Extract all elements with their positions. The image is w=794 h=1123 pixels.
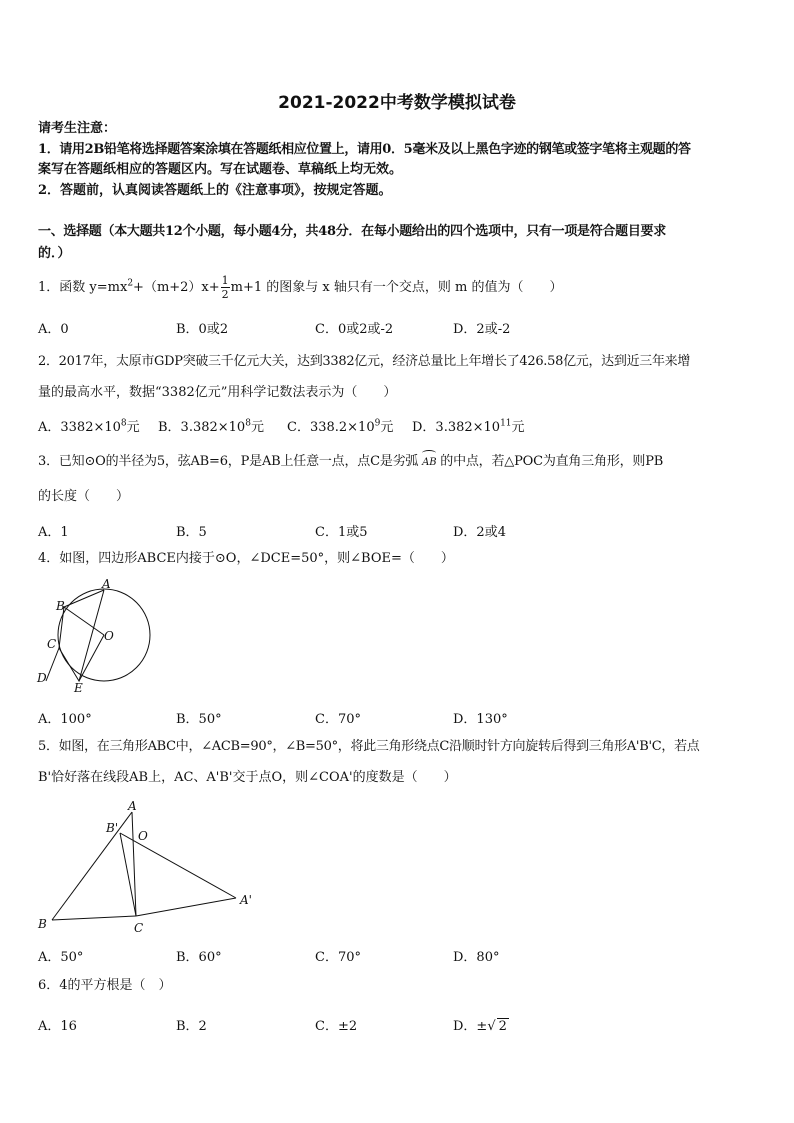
- q4-segment-oe: [79, 635, 104, 681]
- q3-text-pre: 3．已知⊙O的半径为5，弦AB=6，P是AB上任意一点，点C是劣弧: [38, 454, 419, 469]
- q6-text: 6．4的平方根是（ ）: [38, 978, 172, 993]
- q6-option-d[interactable]: [453, 1015, 509, 1034]
- q4-text: 4．如图，四边形ABCE内接于⊙O，∠DCE=50°，则∠BOE=（ ）: [38, 551, 454, 566]
- q2-option-a-exp: 8: [120, 418, 127, 429]
- q2-option-a-base: A．3382×10: [38, 420, 121, 435]
- q1-fraction: [221, 274, 230, 301]
- question-1: [38, 274, 562, 301]
- q3-line-1: [38, 452, 663, 473]
- q6-option-d-prefix: D．±: [453, 1019, 488, 1034]
- q4-option-d[interactable]: D．130°: [453, 712, 508, 727]
- notice-heading: 请考生注意：: [38, 121, 117, 136]
- q2-option-b[interactable]: [158, 416, 264, 435]
- q6-option-c[interactable]: C．±2: [315, 1019, 358, 1034]
- q5-label-c: C: [134, 921, 144, 935]
- q6-option-d-radicand: 2: [498, 1019, 507, 1034]
- q1-fraction-den: 2: [221, 288, 229, 301]
- q4-label-a: A: [102, 578, 111, 591]
- q4-segment-cd: [46, 648, 59, 681]
- notice-line-3: 2．答题前，认真阅读答题纸上的《注意事项》，按规定答题。: [38, 183, 392, 198]
- q5-option-d[interactable]: D．80°: [453, 950, 500, 965]
- q5-option-b[interactable]: B．60°: [176, 950, 222, 965]
- q5-figure: [34, 798, 264, 936]
- q4-option-a[interactable]: A．100°: [38, 712, 92, 727]
- section-heading-line-1: 一、选择题（本大题共12个小题，每小题4分，共48分．在每小题给出的四个选项中，只有一项是符合题目要求: [38, 224, 666, 239]
- q4-figure: [34, 578, 160, 698]
- q2-option-d-base: D．3.382×10: [412, 420, 501, 435]
- q2-option-a[interactable]: [38, 416, 140, 435]
- q4-label-o: O: [104, 629, 114, 643]
- q4-option-b[interactable]: B．50°: [176, 712, 222, 727]
- q5-label-b-prime: B': [106, 821, 119, 835]
- q2-option-b-unit: 元: [250, 420, 264, 435]
- q2-option-d-exp: 11: [500, 418, 512, 429]
- section-heading-line-2: 的．）: [38, 246, 71, 261]
- q1-text-mid: +（m+2）x+: [133, 280, 220, 295]
- q2-line-2: 量的最高水平，数据“3382亿元”用科学记数法表示为（ ）: [38, 385, 397, 400]
- q5-label-a: A: [128, 799, 137, 813]
- q2-line-1: 2．2017年，太原市GDP突破三千亿元大关，达到3382亿元，经济总量比上年增长了426.58亿元，达到近三年来增: [38, 354, 691, 369]
- q3-option-c[interactable]: C．1或5: [315, 525, 368, 540]
- q4-label-e: E: [74, 681, 83, 695]
- page-title: 2021-2022中考数学模拟试卷: [278, 93, 516, 113]
- q5-label-o: O: [138, 829, 148, 843]
- q5-segment-ca1: [136, 898, 236, 916]
- q2-option-c[interactable]: [287, 416, 393, 435]
- q5-line-1: 5．如图，在三角形ABC中，∠ACB=90°，∠B=50°，将此三角形绕点C沿顺时针方向旋转后得到三角形A'B'C，若点: [38, 739, 700, 754]
- q1-text-pre: 1．函数 y=mx: [38, 280, 128, 295]
- q4-label-c: C: [47, 637, 57, 651]
- q4-label-d: D: [37, 671, 47, 685]
- q6-option-a[interactable]: A．16: [38, 1019, 77, 1034]
- q1-option-a[interactable]: A．0: [38, 322, 69, 337]
- q2-option-c-unit: 元: [380, 420, 394, 435]
- q4-label-b: B: [56, 599, 65, 613]
- q2-option-a-unit: 元: [126, 420, 140, 435]
- q1-fraction-num: 1: [221, 274, 229, 287]
- q5-segment-bc: [52, 916, 136, 920]
- q5-segment-ab: [52, 812, 132, 920]
- q3-arc-ab: AB: [422, 453, 436, 473]
- q1-option-c[interactable]: C．0或2或-2: [315, 322, 394, 337]
- q4-quadrilateral: [59, 590, 104, 681]
- q3-text-post: 的中点，若△POC为直角三角形，则PB: [440, 454, 664, 469]
- q3-option-a[interactable]: A．1: [38, 525, 69, 540]
- q5-label-b: B: [38, 917, 47, 931]
- sqrt-icon: √: [487, 1019, 496, 1034]
- notice-line-1: 1．请用2B铅笔将选择题答案涂填在答题纸相应位置上，请用0．5毫米及以上黑色字迹的钢笔或签字笔将主观题的答: [38, 142, 691, 157]
- q2-option-c-exp: 9: [374, 418, 381, 429]
- q6-option-b[interactable]: B．2: [176, 1019, 207, 1034]
- q4-option-c[interactable]: C．70°: [315, 712, 361, 727]
- q3-option-b[interactable]: B．5: [176, 525, 207, 540]
- notice-line-2: 案写在答题纸相应的答题区内。写在试题卷、草稿纸上均无效。: [38, 162, 403, 177]
- q5-label-a-prime: A': [240, 893, 252, 907]
- q5-line-2: B'恰好落在线段AB上，AC、A'B'交于点O，则∠COA'的度数是（ ）: [38, 770, 457, 785]
- q1-exponent: 2: [127, 278, 134, 289]
- q2-option-d-unit: 元: [511, 420, 525, 435]
- q3-option-d[interactable]: D．2或4: [453, 525, 506, 540]
- q2-option-c-base: C．338.2×10: [287, 420, 375, 435]
- q1-text-post: m+1 的图象与 x 轴只有一个交点，则 m 的值为（ ）: [230, 280, 563, 295]
- q3-line-2: 的长度（ ）: [38, 489, 130, 504]
- q2-option-b-exp: 8: [245, 418, 251, 429]
- q5-option-a[interactable]: A．50°: [38, 950, 84, 965]
- q1-option-b[interactable]: B．0或2: [176, 322, 229, 337]
- q1-option-d[interactable]: D．2或-2: [453, 322, 511, 337]
- q2-option-b-base: B．3.382×10: [158, 420, 246, 435]
- q5-option-c[interactable]: C．70°: [315, 950, 361, 965]
- q2-option-d[interactable]: [412, 416, 525, 435]
